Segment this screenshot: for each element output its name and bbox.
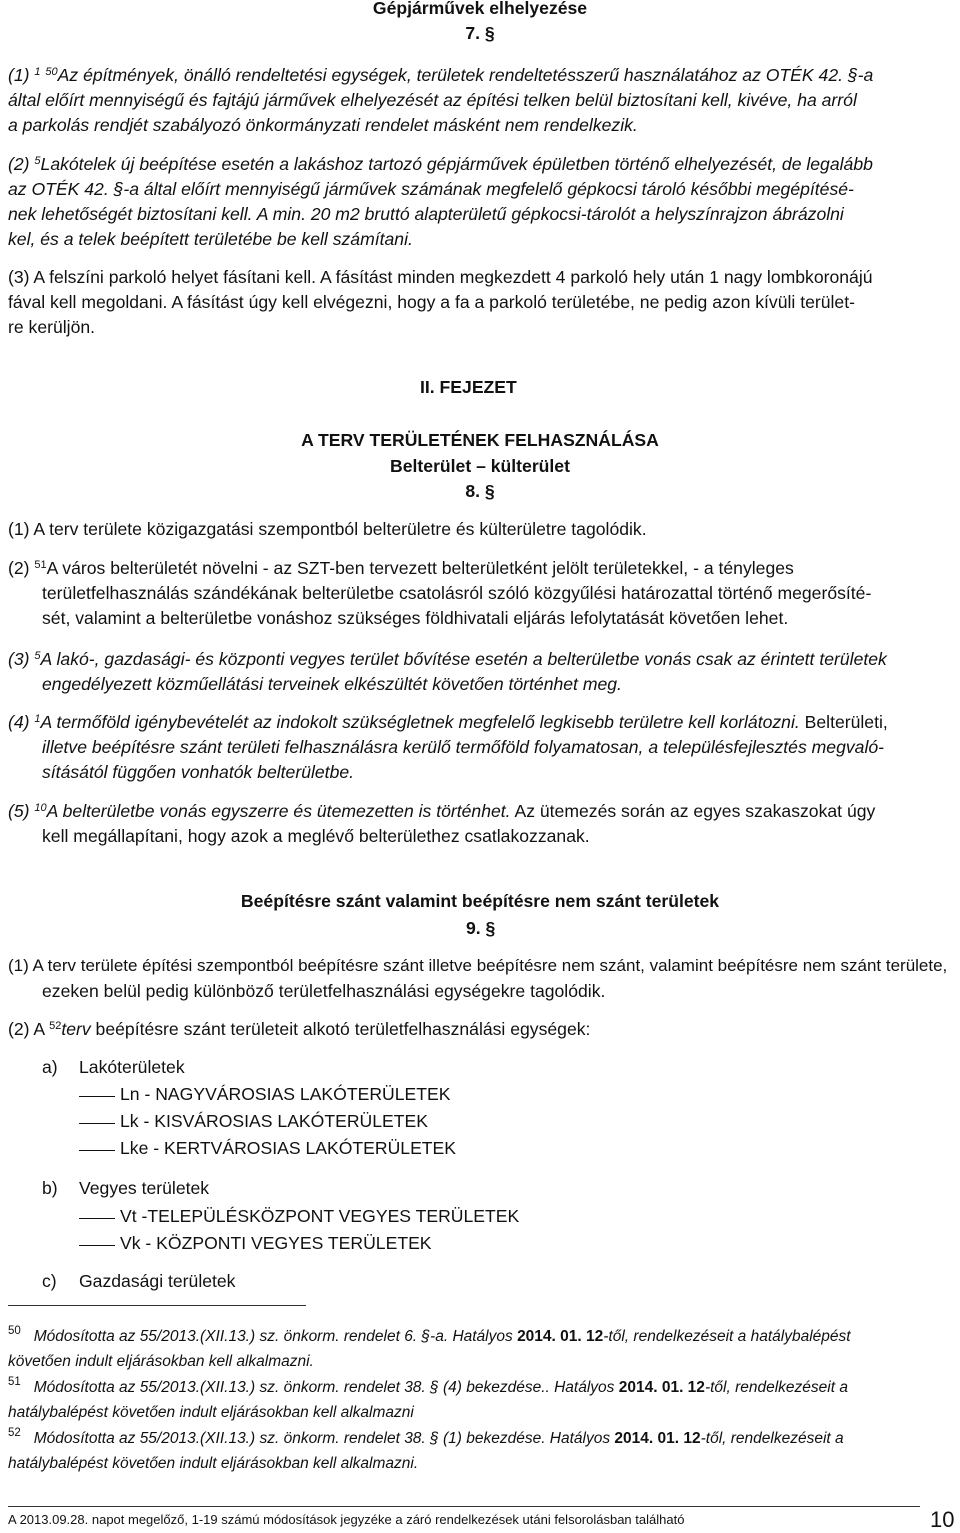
s9-p1-line1: (1) A terv területe építési szempontból beépítésre szánt illetve beépítésre nem szánt, valamint beépítésre nem szánt területe,: [8, 956, 948, 975]
chapter-title: A TERV TERÜLETÉNEK FELHASZNÁLÁSA: [301, 430, 659, 450]
list-a-item-ln: Ln - NAGYVÁROSIAS LAKÓTERÜLETEK: [120, 1084, 451, 1104]
footnote-51-line2: hatálybalépést követően indult eljárásokban kell alkalmazni: [8, 1404, 414, 1421]
s9-p1-line2: ezeken belül pedig különböző területfelhasználási egységekre tagolódik.: [42, 981, 606, 1001]
section-7-title: Gépjárművek elhelyezése: [372, 0, 588, 18]
section-9-title: Beépítésre szánt valamint beépítésre nem szánt területek: [240, 891, 720, 911]
list-dash: [79, 1218, 115, 1219]
s8-p4-line2: illetve beépítésre szánt területi felhasználásra kerülő termőföld folyamatosan, a településfejlesztés megvaló-: [42, 737, 885, 757]
footnote-50-line1: $^{50}$ Módosította az 55/2013.(XII.13.) sz. önkorm. rendelet 6. §-a. Hatályos 2014. 01. 12-től, rendelkezéseit a hatálybalépést: [8, 1325, 851, 1345]
s8-p5-line2: kell megállapítani, hogy azok a meglévő belterülethez csatlakozzanak.: [42, 826, 590, 846]
s9-p2: (2) A $^{52}$terv beépítésre szánt területeit alkotó területfelhasználási egységek:: [8, 1019, 591, 1039]
s8-p3-line2: engedélyezett közműellátási terveinek elkészültét követően történhet meg.: [42, 674, 622, 694]
s7-p1-line1: (1) $^1$ $^{50}$Az építmények, önálló rendeltetési egységek, területek rendeltetésszerű használatához az OTÉK 42. §-a: [8, 65, 874, 85]
s7-p2-line3: nek lehetőségét biztosítani kell. A min. 20 m2 bruttó alapterületű gépkocsi-tárolót a helyszínrajzon ábrázolni: [8, 204, 844, 224]
s8-p2-line3: sét, valamint a belterületbe vonáshoz szükséges földhivatali eljárás lefolytatását követően lehet.: [42, 608, 789, 628]
chapter-subtitle: Belterület – külterület: [390, 456, 570, 476]
footnote-separator: [8, 1305, 306, 1306]
s8-p5-line1: (5) $^{10}$A belterületbe vonás egyszerre és ütemezetten is történhet. Az ütemezés során az egyes szakaszokat úgy: [8, 801, 876, 821]
s7-p2-line2: az OTÉK 42. §-a által előírt mennyiségű járművek számának megfelelő gépkocsi tároló későbbi megépítésé-: [8, 179, 854, 199]
page-number: 10: [930, 1507, 955, 1532]
s8-p4-line3: sításától függően vonhatók belterületbe.: [42, 762, 355, 782]
list-dash: [79, 1096, 115, 1097]
s8-p2-line2: területfelhasználás szándékának belterületbe csatolásról szóló közgyűlési határozattal történő megerősíté-: [42, 583, 872, 603]
list-dash: [79, 1245, 115, 1246]
list-b-item-vt: Vt -TELEPÜLÉSKÖZPONT VEGYES TERÜLETEK: [120, 1206, 520, 1226]
s7-p1-line3: a parkolás rendjét szabályozó önkormányzati rendelet másként nem rendelkezik.: [8, 115, 638, 135]
s8-p1: (1) A terv területe közigazgatási szempontból belterületre és külterületre tagolódik.: [8, 519, 647, 539]
s7-p2-line1: (2) $^5$Lakótelek új beépítése esetén a lakáshoz tartozó gépjárművek épületben történő elhelyezését, de legalább: [8, 154, 873, 174]
list-c-label: c): [42, 1271, 57, 1291]
list-c-text: Gazdasági területek: [79, 1271, 236, 1291]
footer-rule: [8, 1506, 920, 1507]
footnote-52-line1: $^{52}$ Módosította az 55/2013.(XII.13.) sz. önkorm. rendelet 38. § (1) bekezdése. Hatályos 2014. 01. 12-től, rendelkezéseit a: [8, 1427, 844, 1447]
s7-p3-line2: fával kell megoldani. A fásítást úgy kell elvégezni, hogy a fa a parkoló területébe, ne pedig azon kívüli terület-: [8, 292, 855, 312]
footnote-52-line2: hatálybalépést követően indult eljárásokban kell alkalmazni.: [8, 1455, 419, 1472]
footer-text: A 2013.09.28. napot megelőző, 1-19 számú módosítások jegyzéke a záró rendelkezések utáni felsorolásban található: [8, 1512, 685, 1527]
s7-p3-line1: (3) A felszíni parkoló helyet fásítani kell. A fásítást minden megkezdett 4 parkoló hely után 1 nagy lombkoronájú: [8, 267, 873, 287]
list-b-text: Vegyes területek: [79, 1178, 210, 1198]
s7-p2-line4: kel, és a telek beépített területébe be kell számítani.: [8, 229, 413, 249]
footnote-51-line1: $^{51}$ Módosította az 55/2013.(XII.13.) sz. önkorm. rendelet 38. § (4) bekezdése.. Hatályos 2014. 01. 12-től, rendelkezéseit a: [8, 1376, 848, 1396]
footnote-50-line2: követően indult eljárásokban kell alkalmazni.: [8, 1353, 314, 1370]
section-9-number: 9. §: [466, 918, 496, 938]
list-a-item-lke: Lke - KERTVÁROSIAS LAKÓTERÜLETEK: [120, 1138, 457, 1158]
list-b-item-vk: Vk - KÖZPONTI VEGYES TERÜLETEK: [120, 1233, 432, 1253]
s8-p4-line1: (4) $^1$A termőföld igénybevételét az indokolt szükségletnek megfelelő legkisebb területre kell korlátozni. Belterületi,: [8, 712, 888, 732]
s8-p3-line1: (3) $^5$A lakó-, gazdasági- és központi vegyes terület bővítése esetén a belterületbe vonás csak az érintett területek: [8, 649, 887, 669]
list-dash: [79, 1150, 115, 1151]
section-7-number: 7. §: [465, 23, 495, 43]
chapter-heading: II. FEJEZET: [420, 377, 517, 397]
list-dash: [79, 1123, 115, 1124]
list-a-item-lk: Lk - KISVÁROSIAS LAKÓTERÜLETEK: [120, 1111, 428, 1131]
list-b-label: b): [42, 1178, 58, 1198]
s7-p1-line2: által előírt mennyiségű és fajtájú járművek elhelyezését az építési telken belül biztosítani kell, kivéve, ha arról: [8, 90, 857, 110]
s8-p2-line1: (2) $^{51}$A város belterületét növelni - az SZT-ben tervezett belterületként jelölt területekkel, - a tényleges: [8, 558, 794, 578]
list-a-text: Lakóterületek: [79, 1057, 185, 1077]
s7-p3-line3: re kerüljön.: [8, 317, 96, 337]
list-a-label: a): [42, 1057, 58, 1077]
section-8-number: 8. §: [465, 481, 495, 501]
